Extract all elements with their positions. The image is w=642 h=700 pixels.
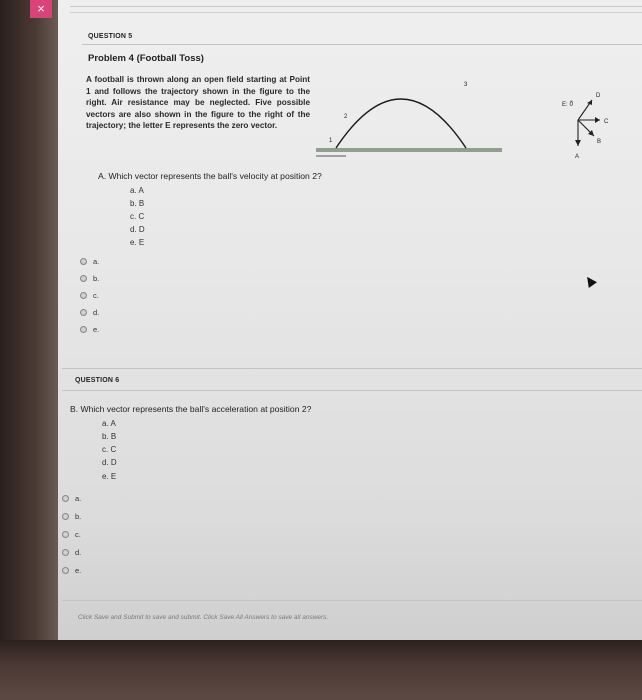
radio-option-a[interactable]: [80, 257, 99, 266]
choice-item: d. D: [130, 225, 145, 234]
choice-item: c. C: [102, 445, 117, 454]
radio-button[interactable]: [80, 292, 87, 299]
divider: [62, 600, 642, 601]
divider: [62, 390, 642, 391]
radio-label: b.: [75, 512, 82, 521]
choice-item: e. E: [130, 238, 145, 247]
trajectory-arc: [336, 99, 466, 148]
problem-text: A football is thrown along an open field starting at Point 1 and follows the trajectory shown in the figure to the right. Air resistance may be neglected. Five possible vectors are also shown in the figure to the right of the trajectory; the letter E represents the zero vector.: [86, 75, 310, 130]
trajectory-figure: [316, 72, 626, 167]
divider: [70, 6, 642, 7]
divider: [70, 12, 642, 13]
radio-option-d[interactable]: [80, 308, 99, 317]
vector-d-label: D: [596, 93, 601, 99]
monitor-bezel-left: [0, 0, 58, 640]
choice-item: b. B: [102, 432, 117, 441]
question-6-prompt: B. Which vector represents the ball's acceleration at position 2?: [70, 404, 312, 414]
divider: [62, 368, 642, 369]
radio-option-d[interactable]: [62, 548, 81, 557]
radio-label: a.: [75, 494, 82, 503]
zero-vector-label: E: 0⃗: [562, 102, 574, 108]
radio-button[interactable]: [80, 258, 87, 265]
vector-c-label: C: [604, 119, 609, 125]
footer-instructions: Click Save and Submit to save and submit. Click Save All Answers to save all answers.: [78, 614, 329, 621]
monitor-bezel-bottom: [0, 640, 642, 700]
choice-item: a. A: [130, 186, 144, 195]
arrowhead-c: [595, 117, 600, 123]
point-3-label: 3: [464, 82, 468, 88]
choice-item: e. E: [102, 472, 117, 481]
vector-b-label: B: [597, 139, 602, 145]
question-5-prompt: A. Which vector represents the ball's velocity at position 2?: [98, 171, 322, 181]
radio-button[interactable]: [80, 275, 87, 282]
radio-option-e[interactable]: [62, 566, 81, 575]
choice-item: d. D: [102, 458, 117, 467]
quiz-page: [58, 0, 642, 640]
radio-button[interactable]: [62, 549, 69, 556]
radio-button[interactable]: [62, 513, 69, 520]
radio-label: d.: [75, 548, 82, 557]
radio-option-b[interactable]: [80, 274, 99, 283]
ground: [316, 148, 502, 152]
radio-button[interactable]: [80, 326, 87, 333]
divider: [82, 44, 642, 45]
radio-label: c.: [93, 291, 99, 300]
radio-button[interactable]: [62, 495, 69, 502]
radio-option-c[interactable]: [62, 530, 81, 539]
choice-item: c. C: [130, 212, 145, 221]
close-icon[interactable]: ×: [30, 0, 52, 18]
radio-label: b.: [93, 274, 100, 283]
question-6-header: QUESTION 6: [75, 377, 120, 384]
question-5-header: QUESTION 5: [88, 33, 133, 40]
radio-label: a.: [93, 257, 100, 266]
choice-item: b. B: [130, 199, 145, 208]
choice-item: a. A: [102, 419, 116, 428]
vector-a-label: A: [575, 154, 580, 160]
radio-button[interactable]: [62, 567, 69, 574]
radio-label: e.: [93, 325, 100, 334]
radio-label: e.: [75, 566, 82, 575]
radio-label: c.: [75, 530, 81, 539]
radio-option-b[interactable]: [62, 512, 81, 521]
problem-title: Problem 4 (Football Toss): [88, 53, 204, 64]
point-1-label: 1: [329, 138, 333, 144]
radio-option-a[interactable]: [62, 494, 81, 503]
radio-button[interactable]: [80, 309, 87, 316]
radio-option-e[interactable]: [80, 325, 99, 334]
point-2-label: 2: [344, 114, 348, 120]
arrowhead-a: [575, 140, 581, 146]
radio-label: d.: [93, 308, 100, 317]
radio-button[interactable]: [62, 531, 69, 538]
radio-option-c[interactable]: [80, 291, 99, 300]
